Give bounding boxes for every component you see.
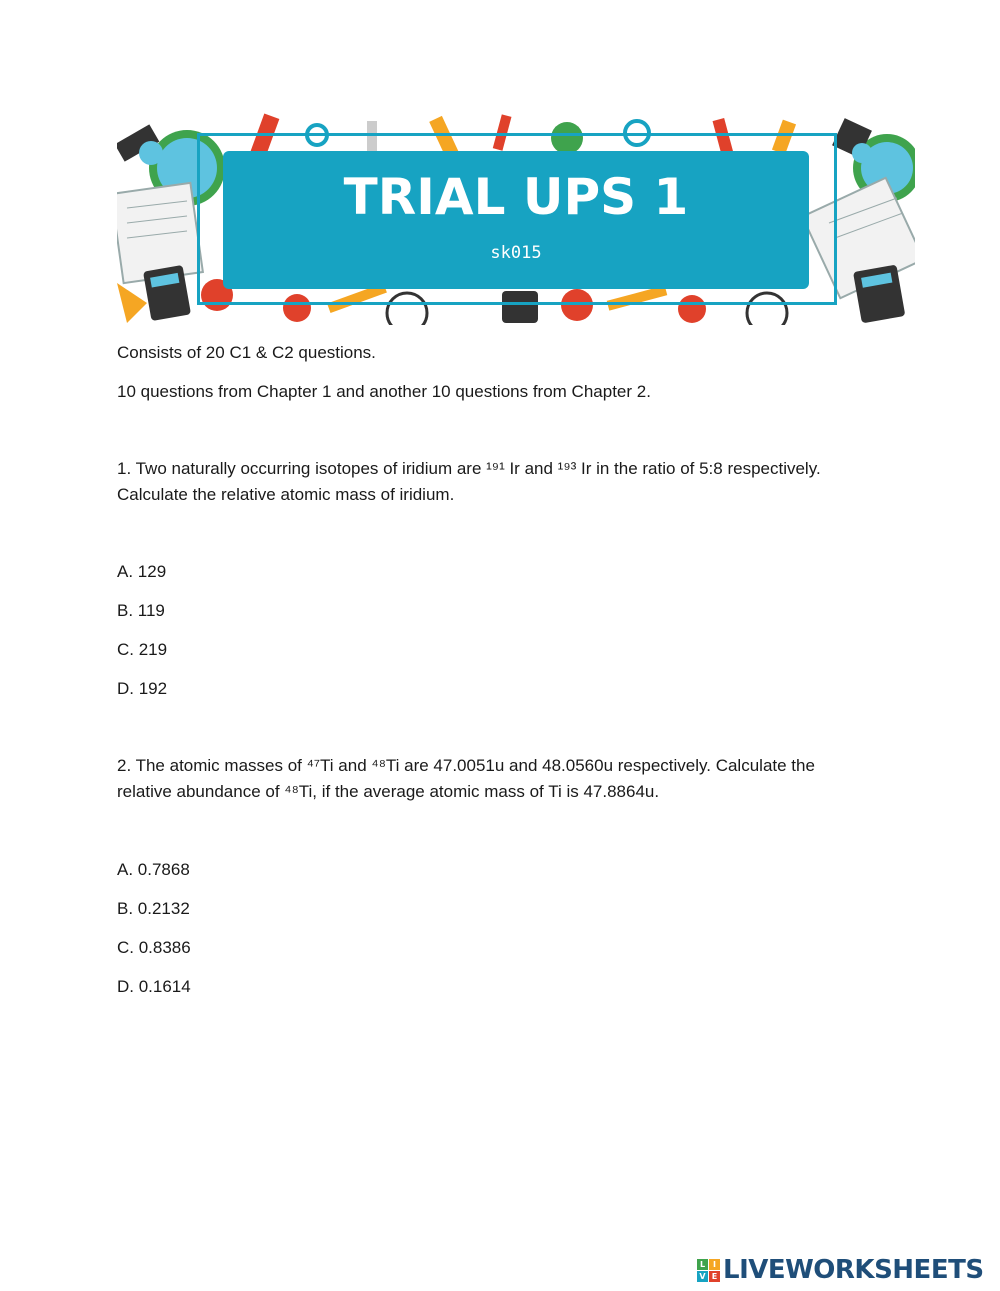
intro-line-1: Consists of 20 C1 & C2 questions.	[117, 343, 376, 362]
question-2-text-line-2: relative abundance of ⁴⁸Ti, if the average atomic mass of Ti is 47.8864u.	[117, 782, 660, 801]
question-1-option-c[interactable]: C. 219	[117, 640, 168, 659]
question-2-option-d[interactable]: D. 0.1614	[117, 977, 191, 996]
logo-cell: V	[697, 1271, 708, 1282]
question-1-option-d[interactable]: D. 192	[117, 679, 168, 698]
page-title: TRIAL UPS 1	[343, 168, 689, 226]
question-2-option-a[interactable]: A. 0.7868	[117, 860, 190, 879]
question-1-text-line-2: Calculate the relative atomic mass of iridium.	[117, 485, 455, 504]
logo-cell: E	[709, 1271, 720, 1282]
course-code: sk015	[490, 243, 542, 263]
liveworksheets-logo-icon	[697, 1259, 720, 1282]
logo-cell: L	[697, 1259, 708, 1270]
question-2-option-b[interactable]: B. 0.2132	[117, 899, 190, 918]
header-banner	[117, 113, 915, 325]
question-2-text-line-1: 2. The atomic masses of ⁴⁷Ti and ⁴⁸Ti are 47.0051u and 48.0560u respectively. Calculate the	[117, 756, 815, 775]
question-1-text-line-1: 1. Two naturally occurring isotopes of iridium are ¹⁹¹ Ir and ¹⁹³ Ir in the ratio of 5:8 respectively.	[117, 459, 821, 478]
footer-brand[interactable]	[697, 1256, 984, 1284]
question-2-option-c[interactable]: C. 0.8386	[117, 938, 191, 957]
question-1-option-a[interactable]: A. 129	[117, 562, 167, 581]
question-2	[117, 753, 897, 805]
logo-cell: I	[709, 1259, 720, 1270]
question-1	[117, 456, 897, 508]
brand-name: LIVEWORKSHEETS	[723, 1255, 984, 1285]
intro-line-2: 10 questions from Chapter 1 and another 10 questions from Chapter 2.	[117, 382, 651, 401]
question-1-option-b[interactable]: B. 119	[117, 601, 165, 620]
